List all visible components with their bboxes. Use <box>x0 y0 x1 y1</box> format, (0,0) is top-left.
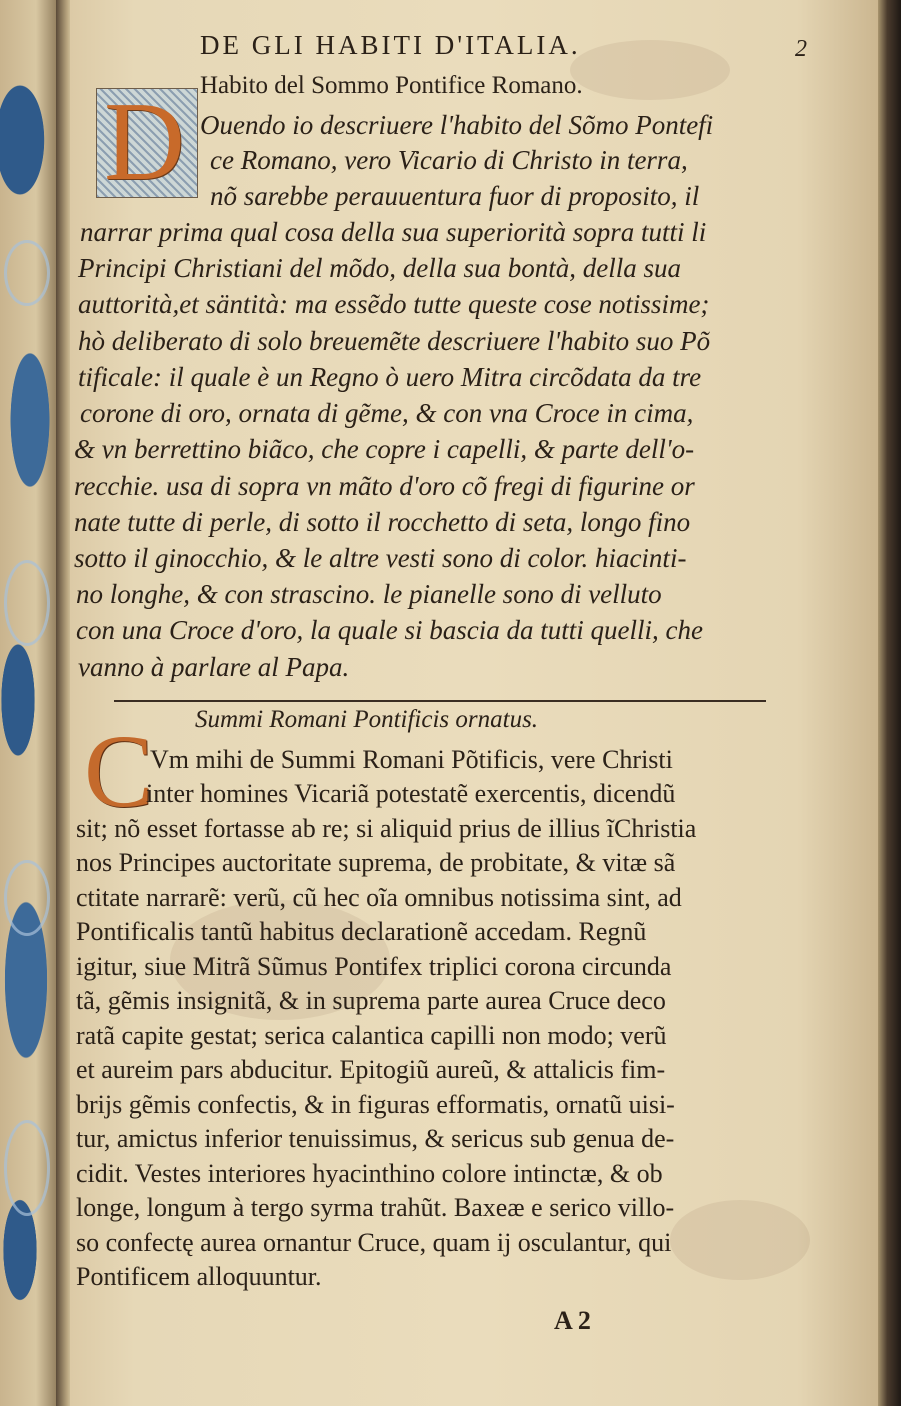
text-line: tificale: il quale è un Regno ò uero Mitra circõdata da tre <box>78 362 702 392</box>
section-divider <box>114 700 766 702</box>
text-line: cidit. Vestes interiores hyacinthino colore intinctæ, & ob <box>76 1159 663 1188</box>
text-line: Vm mihi de Summi Romani Põtificis, vere Christi <box>150 745 673 774</box>
text-line: auttorità,et säntità: ma essẽdo tutte queste cose notissime; <box>78 289 710 319</box>
text-line: corone di oro, ornata di gẽme, & con vna Croce in cima, <box>80 398 694 428</box>
text-line: tã, gẽmis insignitã, & in suprema parte aurea Cruce deco <box>76 986 666 1015</box>
text-line: inter homines Vicariã potestatẽ exercentis, dicendũ <box>146 779 676 808</box>
facing-page-edge <box>0 0 60 1406</box>
text-line: vanno à parlare al Papa. <box>78 652 350 682</box>
text-line: Pontificem alloquuntur. <box>76 1262 322 1291</box>
running-head: DE GLI HABITI D'ITALIA. <box>200 30 581 60</box>
book-page <box>70 0 878 1406</box>
text-line: hò deliberato di solo breuemẽte descriuere l'habito suo Põ <box>78 326 711 356</box>
text-line: igitur, siue Mitrã Sũmus Pontifex triplici corona circunda <box>76 952 672 981</box>
text-line: recchie. usa di sopra vn mãto d'oro cõ fregi di figurine or <box>74 471 695 501</box>
text-line: con una Croce d'oro, la quale si bascia da tutti quelli, che <box>76 615 703 645</box>
text-line: so confectę aurea ornantur Cruce, quam ij osculantur, qui <box>76 1228 672 1257</box>
text-line: sotto il ginocchio, & le altre vesti sono di color. hiacinti- <box>74 543 687 573</box>
text-line: & vn berrettino biãco, che copre i capelli, & parte dell'o- <box>74 434 695 464</box>
text-line: longe, longum à tergo syrma trahũt. Baxeæ e serico villo- <box>76 1193 675 1222</box>
text-line: narrar prima qual cosa della sua superiorità sopra tutti li <box>80 217 707 247</box>
section-subtitle: Habito del Sommo Pontifice Romano. <box>200 72 583 99</box>
decorated-initial-c: C <box>84 714 154 829</box>
page-number: 2 <box>795 36 807 62</box>
text-line: Ouendo io descriuere l'habito del Sõmo Pontefi <box>200 110 714 140</box>
text-line: no longhe, & con strascino. le pianelle sono di velluto <box>76 579 662 609</box>
text-line: ratã capite gestat; serica calantica capilli non modo; verũ <box>76 1021 667 1050</box>
text-line: et aureim pars abducitur. Epitogiũ aureũ, & attalicis fim- <box>76 1055 666 1084</box>
text-line: ctitate narrarẽ: verũ, cũ hec oĩa omnibus notissima sint, ad <box>76 883 682 912</box>
decorated-initial-d: D <box>104 80 185 204</box>
text-line: tur, amictus inferior tenuissimus, & sericus sub genua de- <box>76 1124 675 1153</box>
text-line: nos Principes auctoritate suprema, de probitate, & vitæ sã <box>76 848 676 877</box>
signature-mark: A 2 <box>554 1306 591 1335</box>
text-line: ce Romano, vero Vicario di Christo in terra, <box>210 145 688 175</box>
text-line: Pontificalis tantũ habitus declarationẽ accedam. Regnũ <box>76 917 647 946</box>
page-fore-edge <box>878 0 901 1406</box>
text-line: sit; nõ esset fortasse ab re; si aliquid prius de illius ĩChristia <box>76 814 697 843</box>
text-line: Principi Christiani del mõdo, della sua bontà, della sua <box>78 253 681 283</box>
text-line: brijs gẽmis confectis, & in figuras efformatis, ornatũ uisi- <box>76 1090 675 1119</box>
latin-section-title: Summi Romani Pontificis ornatus. <box>195 706 539 733</box>
text-line: nate tutte di perle, di sotto il rocchetto di seta, longo fino <box>74 507 691 537</box>
text-line: nõ sarebbe perauuentura fuor di proposito, il <box>210 181 700 211</box>
